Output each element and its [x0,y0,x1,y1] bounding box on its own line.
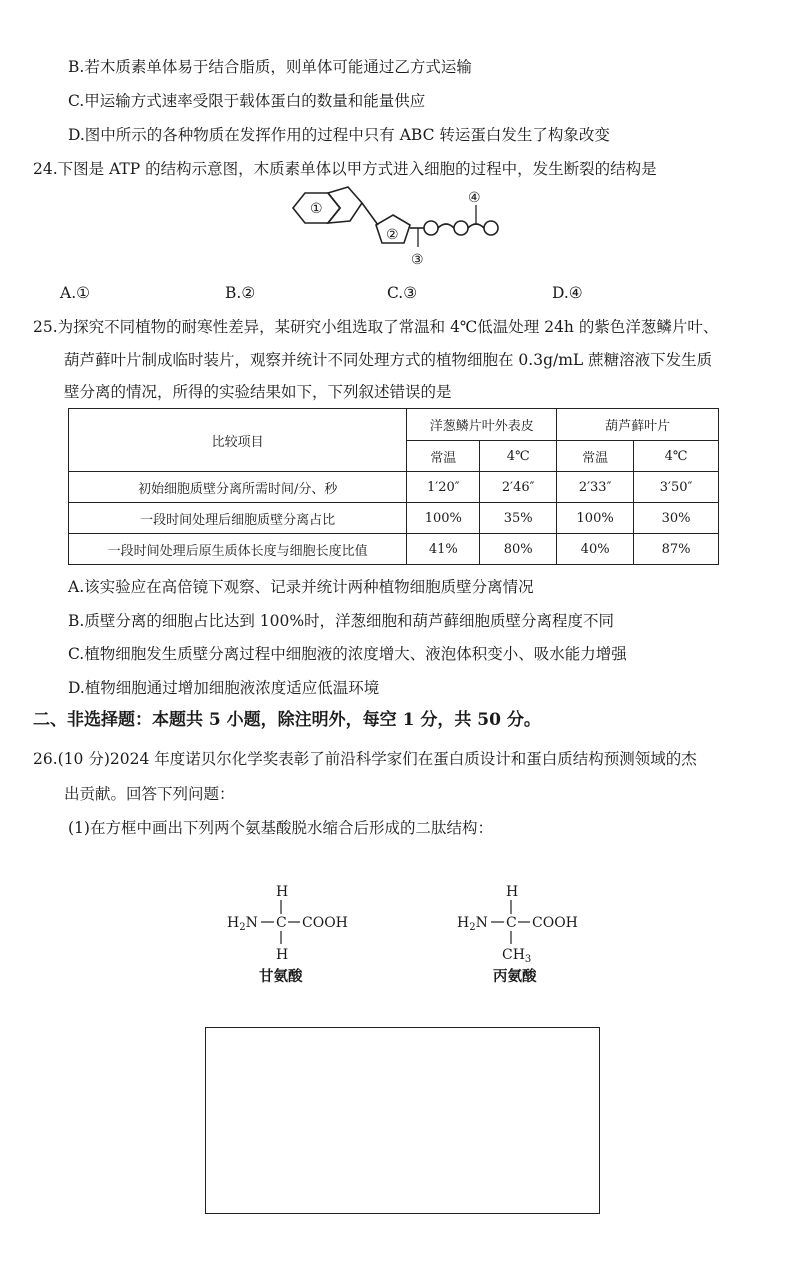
svg-text:H2N: $H_2N$ [457,915,488,933]
cell: 100% [407,503,480,534]
svg-text:C: C [506,915,517,931]
svg-text:H: H [276,947,289,963]
cell: 40% [557,534,634,565]
row-label: 一段时间处理后原生质体长度与细胞长度比值 [69,534,407,565]
table-subheader: 4℃ [480,441,557,472]
cell: 87% [634,534,719,565]
q23-option-c: C.甲运输方式速率受限于载体蛋白的数量和能量供应 [68,92,426,110]
svg-text:COOH: COOH [302,915,348,931]
label-1: ① [310,201,323,217]
answer-drawing-box[interactable] [205,1027,600,1214]
q24-option-b: B.② [225,284,256,302]
phosphate-2 [454,221,468,235]
q23-option-b: B.若木质素单体易于结合脂质，则单体可能通过乙方式运输 [68,58,472,76]
svg-text:H: H [506,884,519,900]
table-subheader: 常温 [557,441,634,472]
table-item-header: 比较项目 [69,409,407,472]
q24-option-d: D.④ [552,284,583,302]
table-subheader: 常温 [407,441,480,472]
table-group-onion: 洋葱鳞片叶外表皮 [407,409,557,441]
label-3: ③ [411,252,424,268]
cell: 35% [480,503,557,534]
q25-stem-line-2: 葫芦藓叶片制成临时装片，观察并统计不同处理方式的植物细胞在 0.3g/mL 蔗糖溶液下发生质 [64,351,713,369]
q24-option-c: C.③ [387,284,418,302]
svg-text:CH3: $CH_3$ [502,947,532,965]
cell: 2′33″ [557,472,634,503]
q25-stem-line-3: 壁分离的情况，所得的实验结果如下，下列叙述错误的是 [64,383,452,401]
table-row [69,503,719,534]
cell: 80% [480,534,557,565]
label-4: ④ [468,190,481,206]
glycine-structure [225,880,355,985]
svg-text:H2N: $H_2N$ [227,915,258,933]
phosphate-1 [424,221,438,235]
section-2-heading: 二、非选择题：本题共 5 小题，除注明外，每空 1 分，共 50 分。 [33,710,541,730]
phosphate-3 [484,221,498,235]
q25-option-c: C.植物细胞发生质壁分离过程中细胞液的浓度增大、液泡体积变小、吸水能力增强 [68,645,627,663]
alanine-structure [455,880,590,985]
atp-structure-diagram [290,185,520,270]
q25-option-d: D.植物细胞通过增加细胞液浓度适应低温环境 [68,679,380,697]
table-group-moss: 葫芦藓叶片 [557,409,719,441]
cell: 30% [634,503,719,534]
cell: 2′46″ [480,472,557,503]
svg-text:COOH: COOH [532,915,578,931]
row-label: 一段时间处理后细胞质壁分离占比 [69,503,407,534]
q25-option-b: B.质壁分离的细胞占比达到 100%时，洋葱细胞和葫芦藓细胞质壁分离程度不同 [68,612,615,630]
cell: 1′20″ [407,472,480,503]
q24-stem: 24.下图是 ATP 的结构示意图，木质素单体以甲方式进入细胞的过程中，发生断裂的结构是 [33,160,657,178]
q26-sub-question-1: (1)在方框中画出下列两个氨基酸脱水缩合后形成的二肽结构： [68,819,493,837]
q26-stem-line-1: 26.(10 分)2024 年度诺贝尔化学奖表彰了前沿科学家们在蛋白质设计和蛋白质结构预测领域的杰 [33,750,697,768]
q23-option-d: D.图中所示的各种物质在发挥作用的过程中只有 ABC 转运蛋白发生了构象改变 [68,126,610,144]
q26-stem-line-2: 出贡献。回答下列问题： [64,785,235,803]
svg-text:H: H [276,884,289,900]
cell: 41% [407,534,480,565]
alanine-name: 丙氨酸 [493,968,537,985]
svg-text:C: C [276,915,287,931]
table-row [69,534,719,565]
q25-stem-line-1: 25.为探究不同植物的耐寒性差异，某研究小组选取了常温和 4℃低温处理 24h 的紫色洋葱鳞片叶、 [33,318,719,336]
table-subheader: 4℃ [634,441,719,472]
row-label: 初始细胞质壁分离所需时间/分、秒 [69,472,407,503]
cell: 100% [557,503,634,534]
cell: 3′50″ [634,472,719,503]
glycine-name: 甘氨酸 [259,968,303,985]
experiment-table [68,408,719,565]
q24-option-a: A.① [60,284,91,302]
table-row [69,472,719,503]
q25-option-a: A.该实验应在高倍镜下观察、记录并统计两种植物细胞质壁分离情况 [68,578,534,596]
label-2: ② [386,227,399,243]
